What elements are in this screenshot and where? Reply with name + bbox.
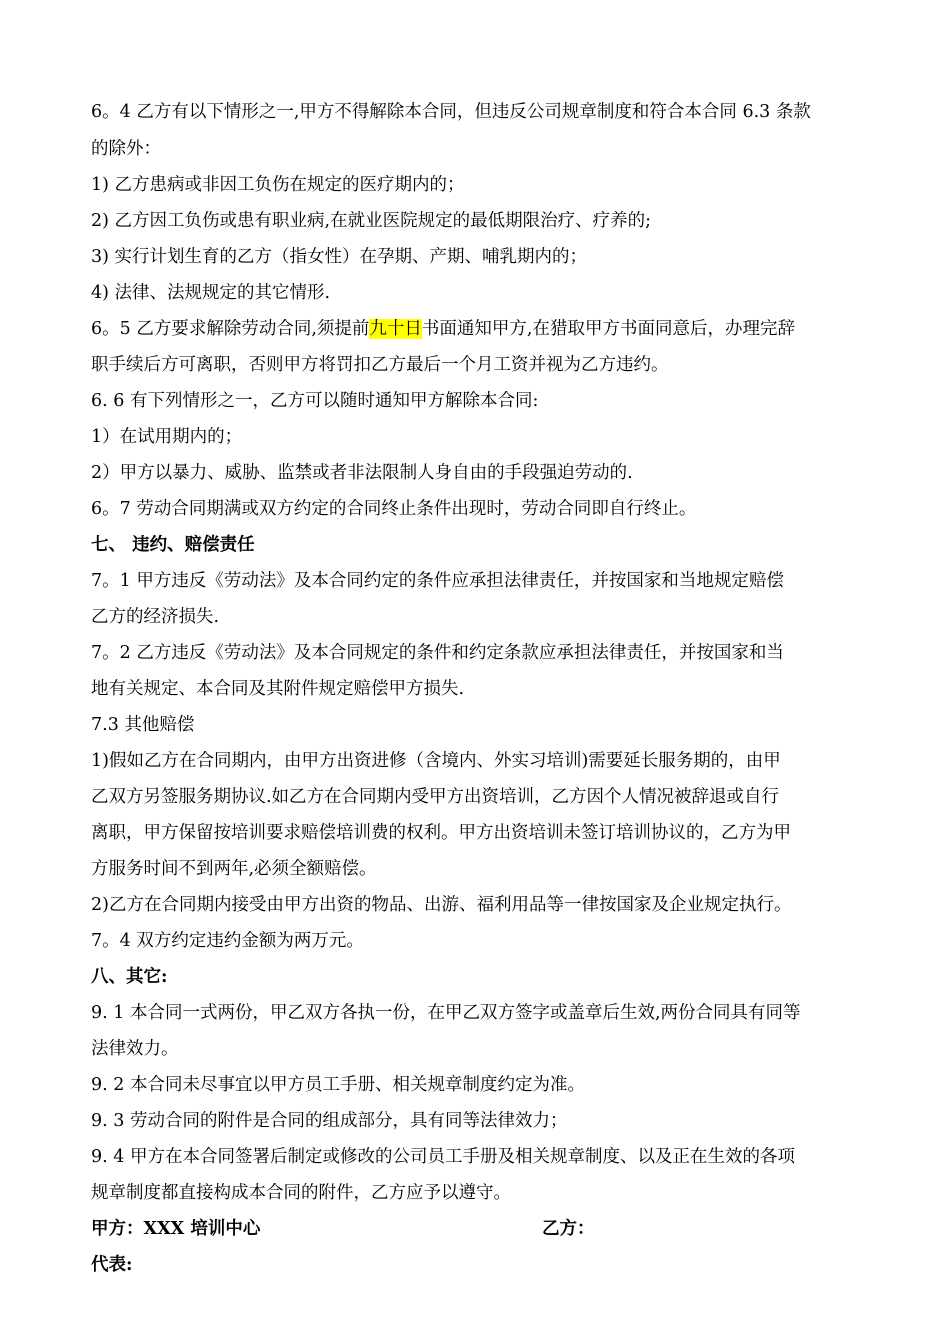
clause-7-3-item-1-line-4: 方服务时间不到两年,必须全额赔偿。 [91,859,377,879]
clause-6-4-item-2: 2) 乙方因工负伤或患有职业病,在就业医院规定的最低期限治疗、疗养的; [91,211,651,231]
clause-6-4-item-1: 1) 乙方患病或非因工负伤在规定的医疗期内的； [91,175,465,195]
clause-9-4-line-2: 规章制度都直接构成本合同的附件，乙方应予以遵守。 [91,1183,511,1203]
clause-7-2-line-2: 地有关规定、本合同及其附件规定赔偿甲方损失. [91,679,465,699]
clause-6-7-line: 6。7 劳动合同期满或双方约定的合同终止条件出现时，劳动合同即自行终止。 [91,499,697,519]
clause-9-3-line: 9. 3 劳动合同的附件是合同的组成部分，具有同等法律效力； [91,1111,568,1131]
clause-7-1-line-1: 7。1 甲方违反《劳动法》及本合同约定的条件应承担法律责任，并按国家和当地规定赔偿 [91,571,784,591]
clause-7-3-item-1-line-1: 1)假如乙方在合同期内，由甲方出资进修（含境内、外实习培训)需要延长服务期的，由甲 [91,751,781,771]
clause-6-4-item-4: 4) 法律、法规规定的其它情形. [91,283,331,303]
clause-6-5-text-after: 书面通知甲方,在猎取甲方书面同意后，办理完辞 [421,319,795,339]
highlighted-notice-period: 九十日 [369,319,422,339]
section-8-heading: 八、其它: [91,967,168,987]
clause-7-3-item-1-line-3: 离职，甲方保留按培训要求赔偿培训费的权利。甲方出资培训未签订培训协议的，乙方为甲 [91,823,791,843]
party-a-signature: 甲方：XXX 培训中心 [91,1219,261,1239]
clause-9-1-line-1: 9. 1 本合同一式两份，甲乙双方各执一份，在甲乙双方签字或盖章后生效,两份合同具有同等 [91,1003,801,1023]
clause-7-3-item-2: 2)乙方在合同期内接受由甲方出资的物品、出游、福利用品等一律按国家及企业规定执行。 [91,895,792,915]
clause-6-6-item-1: 1）在试用期内的； [91,427,243,447]
clause-6-5-text-before: 6。5 乙方要求解除劳动合同,须提前 [91,319,370,339]
clause-9-1-line-2: 法律效力。 [91,1039,179,1059]
clause-9-2-line: 9. 2 本合同未尽事宜以甲方员工手册、相关规章制度约定为准。 [91,1075,585,1095]
clause-7-3-item-1-line-2: 乙双方另签服务期协议.如乙方在合同期内受甲方出资培训，乙方因个人情况被辞退或自行 [91,787,780,807]
clause-6-4-item-3: 3) 实行计划生育的乙方（指女性）在孕期、产期、哺乳期内的； [91,247,588,267]
clause-6-4-line-2: 的除外： [91,139,161,159]
clause-7-3-heading: 7.3 其他赔偿 [91,715,195,735]
clause-7-4-line: 7。4 双方约定违约金额为两万元。 [91,931,364,951]
clause-6-4-line-1: 6。4 乙方有以下情形之一,甲方不得解除本合同，但违反公司规章制度和符合本合同 6.3 条款 [91,102,811,122]
clause-6-6-item-2: 2）甲方以暴力、威胁、监禁或者非法限制人身自由的手段强迫劳动的. [91,463,633,483]
clause-6-5-line-2: 职手续后方可离职，否则甲方将罚扣乙方最后一个月工资并视为乙方违约。 [91,355,669,375]
clause-6-6-line: 6. 6 有下列情形之一，乙方可以随时通知甲方解除本合同: [91,391,539,411]
party-b-signature: 乙方： [542,1219,595,1239]
clause-6-5-line-1 [91,317,881,341]
clause-7-2-line-1: 7。2 乙方违反《劳动法》及本合同规定的条件和约定条款应承担法律责任，并按国家和当 [91,643,784,663]
representative-label: 代表: [91,1255,133,1275]
clause-7-1-line-2: 乙方的经济损失. [91,607,220,627]
clause-9-4-line-1: 9. 4 甲方在本合同签署后制定或修改的公司员工手册及相关规章制度、以及正在生效的各项 [91,1147,795,1167]
section-7-heading: 七、 违约、赔偿责任 [91,535,255,555]
